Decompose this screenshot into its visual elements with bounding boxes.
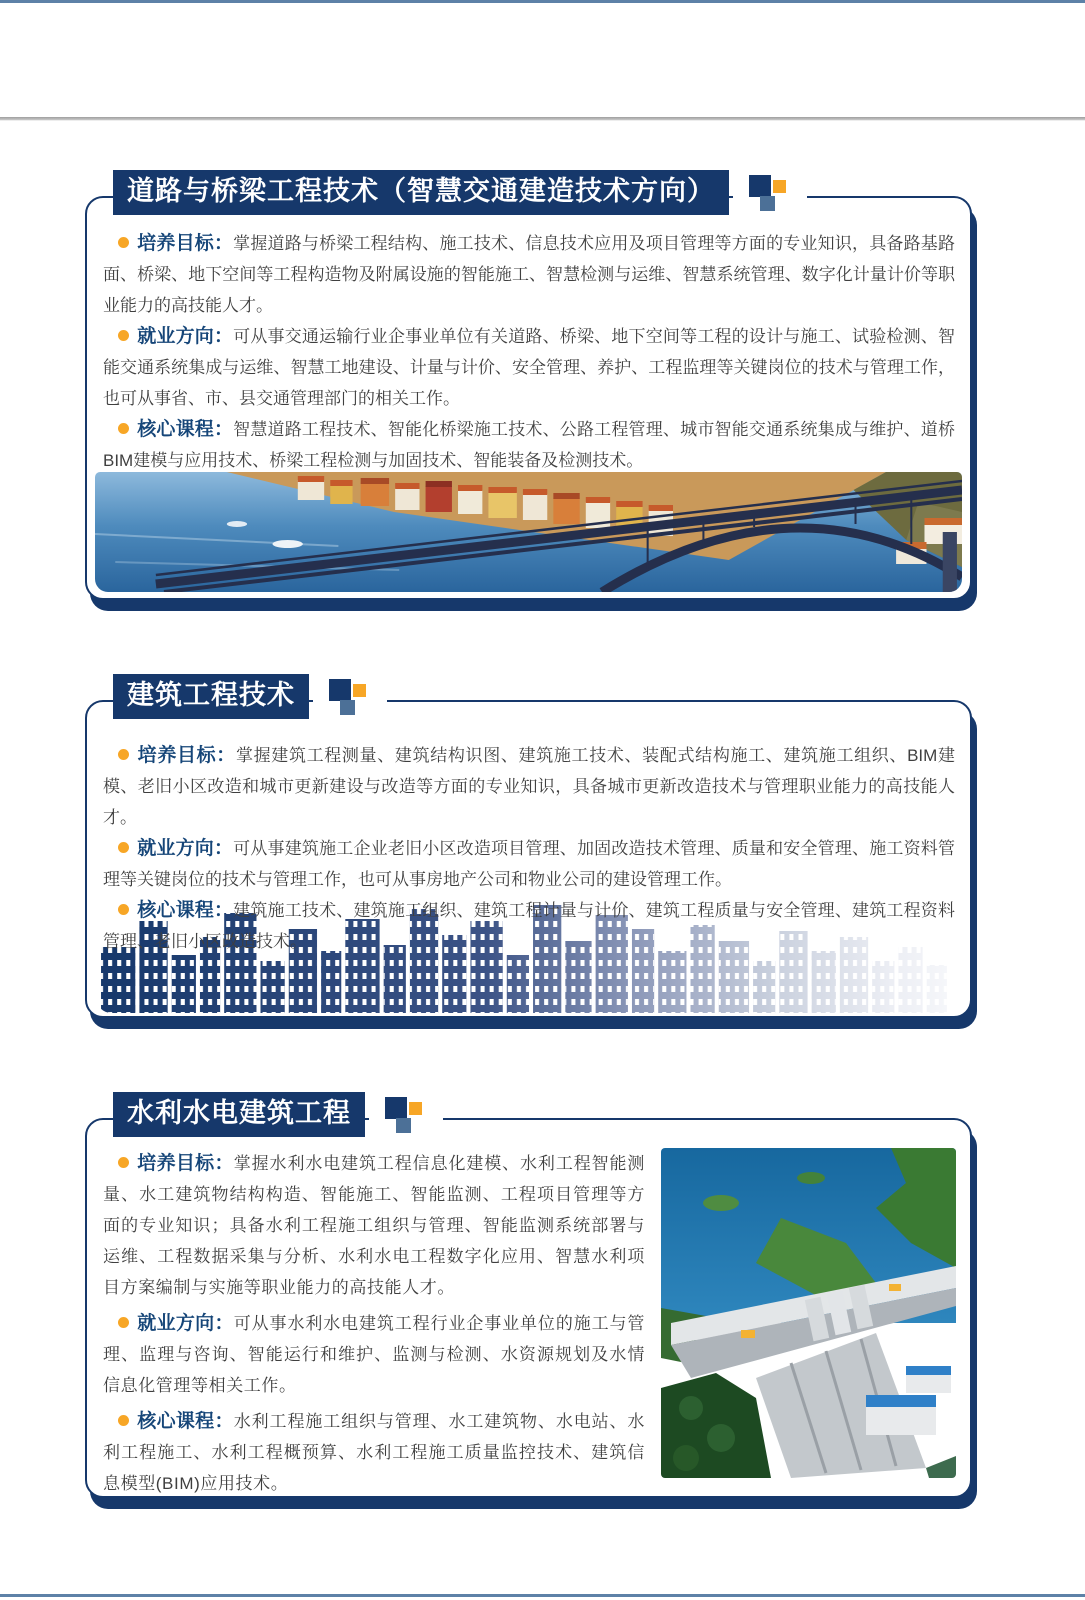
text-column xyxy=(103,1148,645,1504)
section-title: 建筑工程技术 xyxy=(113,674,309,719)
title-accent-squares-icon xyxy=(313,674,387,722)
bullet-icon xyxy=(118,237,129,248)
slate-square-icon xyxy=(760,196,775,211)
bullet-icon xyxy=(118,1415,129,1426)
title-accent-squares-icon xyxy=(733,170,807,218)
section-title-row xyxy=(113,1092,443,1140)
objective-item xyxy=(103,228,955,321)
section-content xyxy=(87,198,970,476)
objective-item xyxy=(103,740,955,833)
item-label: 核心课程： xyxy=(137,1411,234,1432)
item-label: 就业方向： xyxy=(137,838,234,859)
item-text: 可从事交通运输行业企事业单位有关道路、桥梁、地下空间等工程的设计与施工、试验检测、智能交通系统集成与运维、智慧工地建设、计量与计价、安全管理、养护、工程监理等关键岗位的技术与管理工作，也可从事省、市、县交通管理部门的相关工作。 xyxy=(103,327,955,408)
item-text: 可从事水利水电建筑工程行业企事业单位的施工与管理、监理与咨询、智能运行和维护、监测与检测、水资源规划及水情信息化管理等相关工作。 xyxy=(103,1314,645,1395)
item-text: 水利工程施工组织与管理、水工建筑物、水电站、水利工程施工、水利工程概预算、水利工程施工质量监控技术、建筑信息模型(BIM)应用技术。 xyxy=(103,1412,645,1493)
navy-square-icon xyxy=(385,1097,407,1119)
bullet-icon xyxy=(118,749,129,760)
courses-item xyxy=(103,414,955,476)
page-top-rule xyxy=(0,0,1085,3)
dam-photo xyxy=(661,1148,956,1478)
objective-item xyxy=(103,1148,645,1303)
item-label: 核心课程： xyxy=(137,900,234,921)
item-text: 掌握水利水电建筑工程信息化建模、水利工程智能测量、水工建筑物结构构造、智能施工、智能监测、工程项目管理等方面的专业知识；具备水利工程施工组织与管理、智能监测系统部署与运维、工程数据采集与分析、水利水电工程数字化应用、智慧水利项目方案编制与实施等职业能力的高技能人才。 xyxy=(103,1154,645,1297)
courses-item xyxy=(103,1406,645,1499)
orange-square-icon xyxy=(409,1102,422,1115)
item-text: 智慧道路工程技术、智能化桥梁施工技术、公路工程管理、城市智能交通系统集成与维护、道桥BIM建模与应用技术、桥梁工程检测与加固技术、智能装备及检测技术。 xyxy=(103,420,955,470)
slate-square-icon xyxy=(396,1118,411,1133)
section-hydraulic-card xyxy=(85,1098,972,1498)
employment-item xyxy=(103,1308,645,1401)
title-accent-squares-icon xyxy=(369,1092,443,1140)
section-title-row xyxy=(113,170,807,218)
bullet-icon xyxy=(118,423,129,434)
courses-item xyxy=(103,895,955,957)
navy-square-icon xyxy=(749,175,771,197)
bullet-icon xyxy=(118,330,129,341)
orange-square-icon xyxy=(353,684,366,697)
bullet-icon xyxy=(118,1157,129,1168)
item-text: 掌握建筑工程测量、建筑结构识图、建筑施工技术、装配式结构施工、建筑施工组织、BIM建模、老旧小区改造和城市更新建设与改造等方面的专业知识，具备城市更新改造技术与管理职业能力的高技能人才。 xyxy=(103,746,955,827)
employment-item xyxy=(103,321,955,414)
section-building-card xyxy=(85,680,972,1018)
employment-item xyxy=(103,833,955,895)
bullet-icon xyxy=(118,904,129,915)
bullet-icon xyxy=(118,842,129,853)
section-content xyxy=(87,702,970,957)
item-text: 可从事建筑施工企业老旧小区改造项目管理、加固改造技术管理、质量和安全管理、施工资料管理等关键岗位的技术与管理工作，也可从事房地产公司和物业公司的建设管理工作。 xyxy=(103,839,955,889)
item-label: 培养目标： xyxy=(137,745,236,766)
slate-square-icon xyxy=(340,700,355,715)
page-bottom-rule xyxy=(0,1594,1085,1597)
section-road-bridge-card xyxy=(85,176,972,600)
item-label: 就业方向： xyxy=(137,326,234,347)
item-text: 掌握道路与桥梁工程结构、施工技术、信息技术应用及项目管理等方面的专业知识，具备路基路面、桥梁、地下空间等工程构造物及附属设施的智能施工、智慧检测与运维、智慧系统管理、数字化计量计价等职业能力的高技能人才。 xyxy=(103,234,955,315)
section-title-row xyxy=(113,674,387,722)
section-title: 水利水电建筑工程 xyxy=(113,1092,365,1137)
section-title: 道路与桥梁工程技术（智慧交通建造技术方向） xyxy=(113,170,729,215)
navy-square-icon xyxy=(329,679,351,701)
item-text: 建筑施工技术、建筑施工组织、建筑工程计量与计价、建筑工程质量与安全管理、建筑工程资料管理、老旧小区改造技术。 xyxy=(103,901,955,951)
bullet-icon xyxy=(118,1317,129,1328)
item-label: 就业方向： xyxy=(137,1313,234,1334)
header-divider xyxy=(0,117,1085,121)
bridge-photo xyxy=(95,472,962,592)
section-content xyxy=(87,1120,970,1504)
item-label: 培养目标： xyxy=(137,233,234,254)
orange-square-icon xyxy=(773,180,786,193)
item-label: 核心课程： xyxy=(137,419,234,440)
item-label: 培养目标： xyxy=(137,1153,234,1174)
